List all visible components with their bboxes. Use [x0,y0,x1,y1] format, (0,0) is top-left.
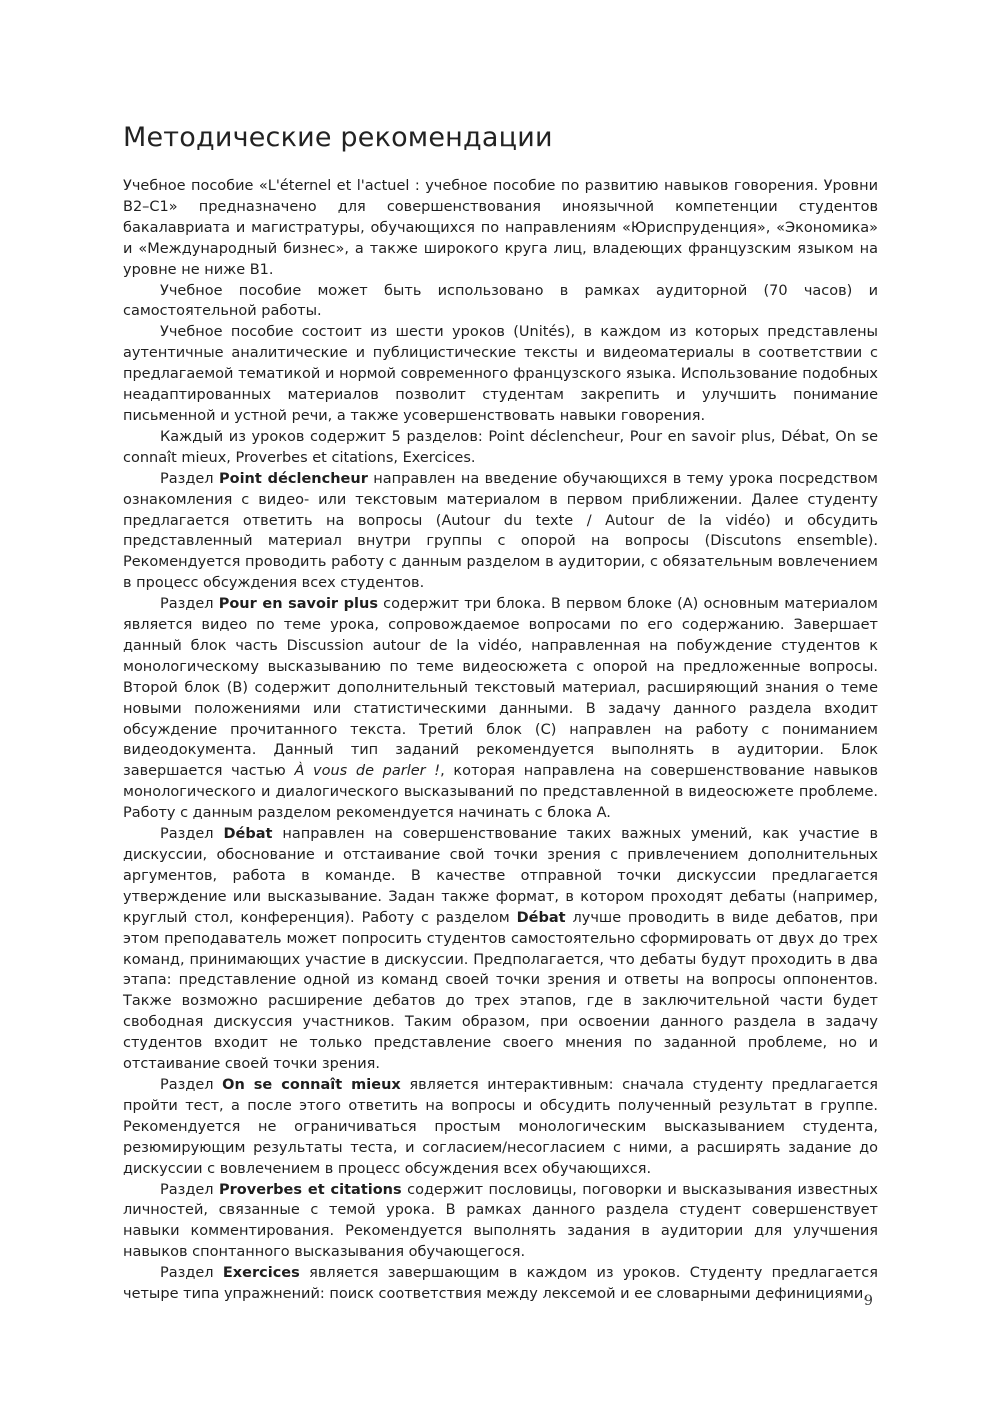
paragraph [123,469,878,594]
text-run: Раздел [160,596,219,613]
paragraph [123,1180,878,1264]
paragraph [123,1263,878,1305]
paragraph [123,176,878,281]
emphasis-text: À vous de parler ! [294,763,441,780]
text-run: Раздел [160,1181,219,1198]
paragraph [123,594,878,824]
text-run: Раздел [160,1076,223,1093]
text-run: , которая направлена на совершенствование навыков монологического и диалогического высказываний по представленной в видеосюжете проблеме. Работу с данным разделом рекомендуется начинать с блока A. [123,763,878,822]
section-name: Exercices [222,1265,300,1282]
section-name: Débat [516,909,566,926]
paragraph [123,1075,878,1180]
section-name: Pour en savoir plus [218,596,378,613]
text-run: является интерактивным: сначала студенту предлагается пройти тест, а после этого ответить на вопросы и обсудить полученный результат в группе. Рекомендуется не ограничиваться простым монологическим высказыванием студента, резюмирующим результаты теста, и согласием/несогласием с ними, а расширять задание до дискуссии с вовлечением в процесс обсуждения всех обучающихся. [123,1076,879,1177]
text-run: является завершающим в каждом из уроков. Студенту предлагается четыре типа упражнений: поиск соответствия между лексемой и ее словарными дефинициями, [123,1265,878,1303]
paragraph [123,322,878,427]
text-run: Учебное пособие может быть использовано в рамках аудиторной (70 часов) и самостоятельной работы. [123,282,878,320]
text-run: Учебное пособие состоит из шести уроков (Unités), в каждом из которых представлены аутентичные аналитические и публицистические тексты и видеоматериалы в соответствии с предлагаемой тематикой и нормой современного французского языка. Использование подобных неадаптированных материалов позволит студентам закрепить и улучшить понимание письменной и устной речи, а также усовершенствовать навыки говорения. [123,324,878,424]
body-text [123,176,878,1305]
text-run: направлен на совершенствование таких важных умений, как участие в дискуссии, обоснование и отстаивание свой точки зрения с привлечением дополнительных аргументов, работа в команде. В качестве отправной точки дискуссии предлагается утверждение или высказывание. Задан также формат, в котором проходят дебаты (например, круглый стол, конференция). Работу с разделом [123,826,878,926]
paragraph [123,427,878,469]
text-run: Раздел [160,826,224,843]
page-title: Методические рекомендации [123,122,553,153]
page-number: 9 [864,1293,873,1309]
section-name: Proverbes et citations [219,1181,402,1198]
section-name: Point déclencheur [219,470,368,487]
paragraph [123,281,878,323]
paragraph [123,824,878,1075]
text-run: направлен на введение обучающихся в тему урока посредством ознакомления с видео- или текстовым материалом в первом приближении. Далее студенту предлагается ответить на вопросы (Autour du texte / Autour de la vidéo) и обсудить представленный материал внутри группы с опорой на вопросы (Discutons ensemble). Рекомендуется проводить работу с данным разделом в аудитории, с обязательным вовлечением в процесс обсуждения всех студентов. [123,470,878,592]
text-run: лучше проводить в виде дебатов, при этом преподаватель может попросить студентов самостоятельно сформировать от двух до трех команд, принимающих участие в дискуссии. Предполагается, что дебаты будут проходить в два этапа: представление одной из команд своей точки зрения и ответы на вопросы оппонентов. Также возможно расширение дебатов до трех этапов, где в заключительной части будет свободная дискуссия участников. Таким образом, при освоении данного раздела в задачу студентов входит не только представление своего мнения по заданной проблеме, но и отстаивание своей точки зрения. [123,909,878,1073]
text-run: Раздел [160,1265,223,1282]
text-run: содержит три блока. В первом блоке (A) основным материалом является видео по теме урока, сопровождаемое вопросами по его содержанию. Завершает данный блок часть Discussion autour de la vidéo, направленная на побуждение студентов к монологическому высказыванию по теме видеосюжета с опорой на предложенные вопросы. Второй блок (B) содержит дополнительный текстовый материал, расширяющий знания о теме новыми положениями или статистическими данными. В задачу данного раздела входит обсуждение прочитанного текста. Третий блок (C) направлен на работу с пониманием видеодокумента. Данный тип заданий рекомендуется выполнять в аудитории. Блок завершается частью [123,596,878,780]
text-run: Учебное пособие «L'éternel et l'actuel : учебное пособие по развитию навыков говорения. Уровни B2–C1» предназначено для совершенствования иноязычной компетенции студентов бакалавриата и магистратуры, обучающихся по направлениям «Юриспруденция», «Экономика» и «Международный бизнес», а также широкого круга лиц, владеющих французским языком на уровне не ниже B1. [123,178,878,278]
section-name: On se connaît mieux [222,1076,401,1093]
section-name: Débat [223,826,273,843]
text-run: содержит пословицы, поговорки и высказывания известных личностей, связанные с темой урока. В рамках данного раздела студент совершенствует навыки комментирования. Рекомендуется выполнять задания в аудитории для улучшения навыков спонтанного высказывания обучающегося. [123,1181,878,1261]
text-run: Раздел [160,470,219,487]
text-run: Каждый из уроков содержит 5 разделов: Point déclencheur, Pour en savoir plus, Débat, On se connaît mieux, Proverbes et citations, Exercices. [123,428,878,466]
